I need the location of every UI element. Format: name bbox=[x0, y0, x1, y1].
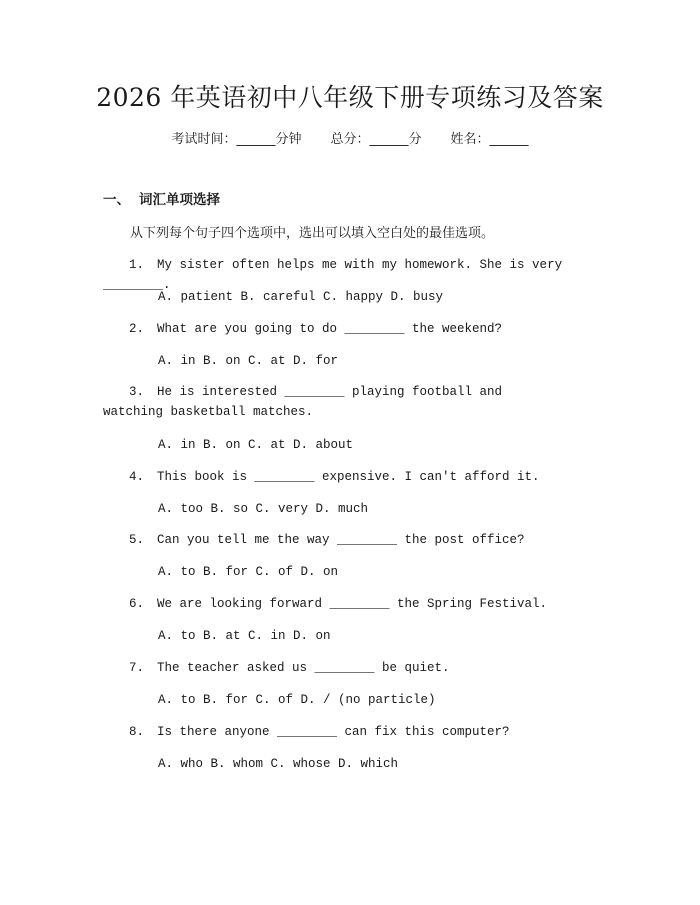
question-text: Can you tell me the way ________ the post office? bbox=[157, 533, 525, 547]
question-5 bbox=[103, 530, 603, 550]
question-number: 8. bbox=[129, 725, 145, 739]
section-heading bbox=[103, 190, 220, 210]
question-2 bbox=[103, 319, 603, 339]
question-5-options: A. to B. for C. of D. on bbox=[158, 565, 339, 579]
question-text: This book is ________ expensive. I can't afford it. bbox=[157, 470, 540, 484]
question-number: 5. bbox=[129, 533, 145, 547]
question-3-options: A. in B. on C. at D. about bbox=[158, 438, 354, 452]
question-3 bbox=[103, 382, 543, 422]
question-number: 1. bbox=[129, 258, 145, 272]
question-text: We are looking forward ________ the Spring Festival. bbox=[157, 597, 548, 611]
question-number: 7. bbox=[129, 661, 145, 675]
question-number: 4. bbox=[129, 470, 145, 484]
question-7 bbox=[103, 658, 603, 678]
question-number: 6. bbox=[129, 597, 145, 611]
question-7-options: A. to B. for C. of D. / (no particle) bbox=[158, 693, 436, 707]
page-title: 2026 年英语初中八年级下册专项练习及答案 bbox=[96, 83, 604, 112]
question-4-options: A. too B. so C. very D. much bbox=[158, 502, 369, 516]
time-field: 考试时间：______分钟 bbox=[171, 132, 302, 147]
question-number: 3. bbox=[129, 385, 145, 399]
question-1-options: A. patient B. careful C. happy D. busy bbox=[158, 290, 444, 304]
question-2-options: A. in B. on C. at D. for bbox=[158, 354, 339, 368]
score-field: 总分：______分 bbox=[330, 132, 422, 147]
section-title: 词汇单项选择 bbox=[139, 192, 220, 208]
section-number: 一、 bbox=[103, 192, 130, 208]
exam-meta bbox=[0, 130, 700, 150]
question-8 bbox=[103, 722, 603, 742]
question-text: What are you going to do ________ the weekend? bbox=[157, 322, 503, 336]
question-6 bbox=[103, 594, 603, 614]
section-instruction: 从下列每个句子四个选项中，选出可以填入空白处的最佳选项。 bbox=[130, 226, 495, 241]
question-text: My sister often helps me with my homework. She is very ________. bbox=[103, 258, 563, 292]
question-number: 2. bbox=[129, 322, 145, 336]
question-4 bbox=[103, 467, 603, 487]
name-field: 姓名：______ bbox=[450, 132, 529, 147]
question-text: He is interested ________ playing football and watching basketball matches. bbox=[103, 385, 503, 419]
question-text: The teacher asked us ________ be quiet. bbox=[157, 661, 450, 675]
question-6-options: A. to B. at C. in D. on bbox=[158, 629, 331, 643]
question-text: Is there anyone ________ can fix this computer? bbox=[157, 725, 510, 739]
question-8-options: A. who B. whom C. whose D. which bbox=[158, 757, 399, 771]
